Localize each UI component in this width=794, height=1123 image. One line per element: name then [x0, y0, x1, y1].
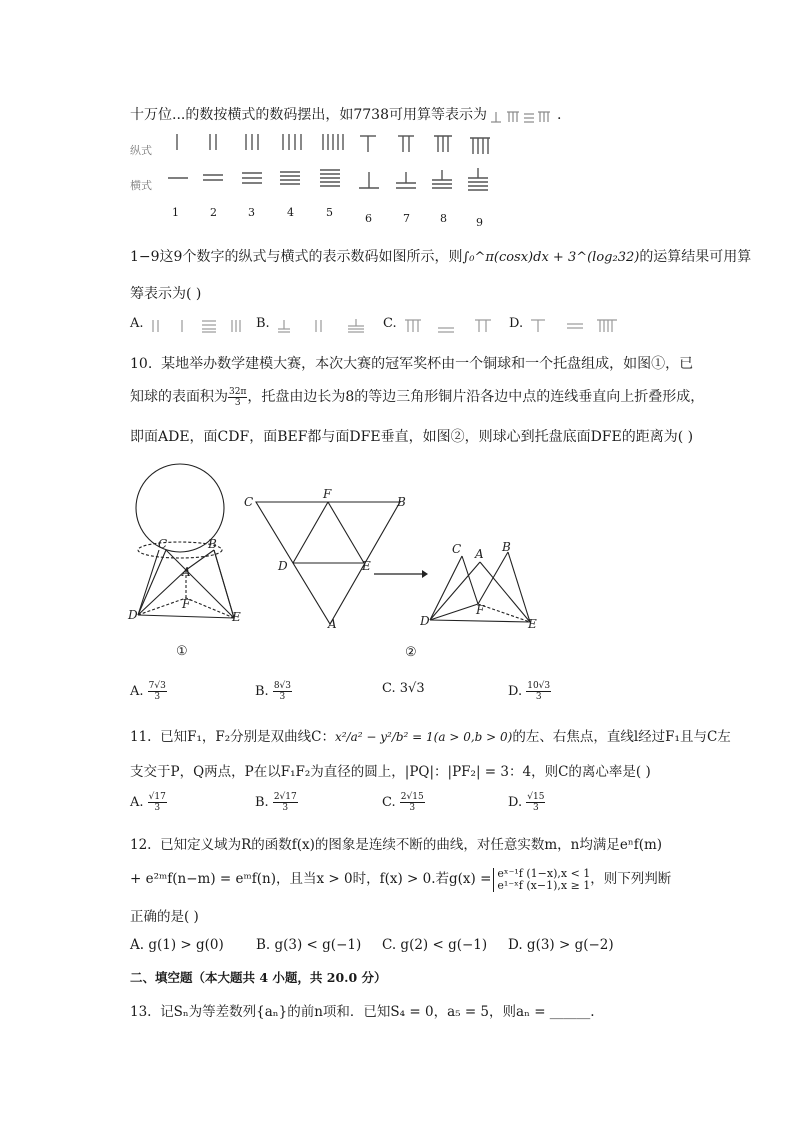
- q11-option-b-num: 2√17: [273, 792, 297, 802]
- q10-option-a[interactable]: [130, 681, 167, 702]
- q12-line2-b: ，则下列判断: [590, 871, 672, 887]
- q12-options: [130, 937, 630, 957]
- q9-integral: ∫₀^π(cosx)dx + 3^(log₂32): [462, 250, 640, 265]
- q11-hyperbola: x²/a² − y²/b² = 1(a > 0,b > 0): [334, 730, 513, 744]
- q10-option-b-letter: B.: [255, 684, 269, 699]
- q11-option-d-frac: [526, 792, 545, 813]
- q12-line3: 正确的是( ): [130, 909, 199, 925]
- counting-rod-figure: [160, 130, 510, 200]
- q10-option-b-frac: [273, 681, 292, 702]
- q11-option-a-letter: A.: [130, 795, 144, 810]
- q9-line3: 筹表示为( ): [130, 286, 202, 302]
- q11-option-b-letter: B.: [255, 795, 269, 810]
- q11-option-c-frac: [400, 792, 425, 813]
- q10-option-d-letter: D.: [508, 684, 523, 699]
- q9-option-a-label[interactable]: A.: [130, 316, 144, 331]
- fig1-label-b: B: [208, 537, 217, 551]
- fig2-caption: ②: [405, 645, 417, 660]
- q10-line1-text: 某地举办数学建模大赛，本次大赛的冠军奖杯由一个铜球和一个托盘组成，如图①，已: [161, 356, 694, 372]
- q10-line2-b: ，托盘由边长为8的等边三角形铜片沿各边中点的连线垂直向上折叠形成，: [247, 389, 705, 405]
- row-label-heng: 横式: [130, 179, 152, 192]
- q13-line: [130, 1000, 595, 1020]
- q12-line2-a: + e²ᵐf(n−m) = eᵐf(n)，且当x > 0时，f(x) > 0.若g(x) =: [130, 871, 492, 887]
- q11-option-b-frac: [273, 792, 298, 813]
- q11-option-d-den: 3: [532, 803, 539, 813]
- fig1-label-a: A: [182, 565, 191, 579]
- fig1-label-c: C: [158, 537, 168, 551]
- q10-option-b-den: 3: [279, 692, 286, 702]
- q10-number: 10.: [130, 356, 153, 372]
- q10-option-a-frac: [148, 681, 167, 702]
- fig1-label-f: F: [182, 597, 191, 611]
- q12-case-1: eˣ⁻¹f (1−x),x < 1: [497, 866, 591, 880]
- q9-option-c-label[interactable]: C.: [383, 316, 397, 331]
- q9-option-b-label[interactable]: B.: [256, 316, 270, 331]
- q9-intro-period: .: [556, 107, 562, 123]
- q10-option-c-text: 3√3: [399, 681, 425, 696]
- q11-option-d-num: √15: [527, 792, 545, 802]
- digit-label: 6: [365, 212, 372, 225]
- fig1-caption: ①: [176, 644, 188, 659]
- fig2b-label-b: B: [502, 540, 511, 554]
- section-2-title: 二、填空题（本大题共 4 小题，共 20.0 分）: [130, 970, 387, 985]
- q11-option-a-num: √17: [148, 792, 166, 802]
- q9-line2-a: 1−9这9个数字的纵式与横式的表示数码如图所示，则: [130, 249, 463, 265]
- q10-option-a-letter: A.: [130, 684, 144, 699]
- q11-option-b-den: 3: [282, 803, 289, 813]
- q10-options: [130, 675, 630, 705]
- digit-label: 7: [403, 212, 410, 225]
- fig2-label-c: C: [244, 495, 254, 509]
- q10-figure-2-folded: [420, 538, 545, 633]
- q9-option-d-rods-icon: [529, 318, 629, 334]
- q10-option-a-den: 3: [154, 692, 161, 702]
- fig2-label-a: A: [328, 617, 337, 630]
- q12-number: 12.: [130, 837, 152, 853]
- q11-line1: [130, 725, 731, 745]
- counting-rod-table: [130, 130, 510, 230]
- digit-label: 9: [476, 216, 483, 229]
- q11-option-c-den: 3: [409, 803, 416, 813]
- row-label-zong: 纵式: [130, 144, 152, 157]
- q9-line2: [130, 246, 751, 266]
- fig2-label-f: F: [323, 488, 332, 501]
- q11-option-a-frac: [148, 792, 167, 813]
- q9-option-c-rods-icon: [403, 318, 503, 334]
- q12-option-d[interactable]: D. g(3) > g(−2): [508, 937, 614, 953]
- q10-option-c-letter: C.: [382, 681, 396, 696]
- q10-line2-a: 知球的表面积为: [130, 389, 228, 405]
- fig2-label-b: B: [397, 495, 406, 509]
- fig2b-label-f: F: [476, 603, 485, 617]
- q10-option-d-den: 3: [535, 692, 542, 702]
- q10-figure-2-flat: [240, 488, 415, 630]
- q9-option-a-rods-icon: [150, 318, 250, 334]
- counting-rod-example-icon: [487, 108, 557, 124]
- digit-label: 8: [440, 212, 447, 225]
- q12-option-a[interactable]: A. g(1) > g(0): [130, 937, 224, 953]
- q11-option-d[interactable]: [508, 792, 545, 813]
- fig2b-label-a: A: [475, 547, 484, 561]
- q10-area-fraction: [228, 387, 247, 408]
- q11-option-a[interactable]: [130, 792, 167, 813]
- q11-option-c-letter: C.: [382, 795, 396, 810]
- q10-option-a-num: 7√3: [148, 681, 166, 691]
- q12-line1: [130, 833, 662, 853]
- q11-option-c[interactable]: [382, 792, 425, 813]
- q9-intro-text: 十万位...的数按横式的数码摆出，如7738可用算等表示为: [130, 107, 487, 123]
- q13-text: 记Sₙ为等差数列{aₙ}的前n项和．已知S₄ = 0，a₅ = 5，则aₙ = ______.: [160, 1004, 595, 1020]
- q12-option-b[interactable]: B. g(3) < g(−1): [256, 937, 362, 953]
- q10-option-b-num: 8√3: [273, 681, 292, 691]
- q9-example-rods: [487, 108, 557, 122]
- q10-line1: [130, 353, 693, 373]
- digit-label: 2: [210, 206, 217, 219]
- q11-line2: 支交于P，Q两点，P在以F₁F₂为直径的圆上，|PQ|：|PF₂| = 3：4，则C的离心率是( ): [130, 764, 651, 780]
- q12-piecewise: [493, 868, 590, 892]
- q9-option-d-label[interactable]: D.: [509, 316, 524, 331]
- q11-number: 11.: [130, 729, 152, 745]
- digit-label: 4: [287, 206, 294, 219]
- digit-labels: [160, 206, 510, 229]
- q10-option-d[interactable]: [508, 681, 551, 702]
- q9-option-b-rods-icon: [276, 318, 376, 334]
- fig1-label-d: D: [128, 608, 138, 622]
- q9-line2-b: 的运算结果可用算: [639, 249, 752, 265]
- fig2b-label-d: D: [420, 614, 430, 628]
- q13-number: 13.: [130, 1004, 152, 1020]
- q9-intro: [130, 104, 561, 124]
- q10-figure-1: [126, 458, 256, 663]
- q10-line3: 即面ADE，面CDF，面BEF都与面DFE垂直，如图②，则球心到托盘底面DFE的距离为( ): [130, 429, 694, 445]
- q12-option-c[interactable]: C. g(2) < g(−1): [382, 937, 488, 953]
- q11-line1-b: 的左、右焦点，直线l经过F₁且与C左: [512, 729, 731, 745]
- q11-option-d-letter: D.: [508, 795, 523, 810]
- q12-line1-text: 已知定义域为R的函数f(x)的图象是连续不断的曲线，对任意实数m，n均满足eⁿf(m): [160, 837, 663, 853]
- q10-option-d-frac: [526, 681, 551, 702]
- digit-label: 3: [248, 206, 255, 219]
- q10-line2: [130, 386, 704, 408]
- fig2-label-e: E: [362, 559, 371, 573]
- digit-label: 5: [326, 206, 333, 219]
- q11-option-b[interactable]: [255, 792, 298, 813]
- fig2b-label-e: E: [528, 617, 537, 631]
- q12-line2: [130, 867, 671, 892]
- q10-area-num: 32π: [229, 386, 247, 397]
- q11-line1-a: 已知F₁，F₂分别是双曲线C：: [160, 729, 335, 745]
- q10-option-d-num: 10√3: [527, 681, 551, 691]
- q10-option-c[interactable]: [382, 681, 425, 696]
- fig1-label-e: E: [232, 610, 241, 624]
- q10-area-den: 3: [234, 397, 241, 408]
- digit-label: 1: [172, 206, 179, 219]
- q11-option-c-num: 2√15: [400, 792, 424, 802]
- q11-option-a-den: 3: [154, 803, 161, 813]
- q9-options: [130, 316, 630, 336]
- q11-options: [130, 788, 630, 818]
- fig2b-label-c: C: [452, 542, 462, 556]
- q10-option-b[interactable]: [255, 681, 292, 702]
- q12-case-2: e¹⁻ˣf (x−1),x ≥ 1: [497, 878, 591, 892]
- fig2-label-d: D: [278, 559, 288, 573]
